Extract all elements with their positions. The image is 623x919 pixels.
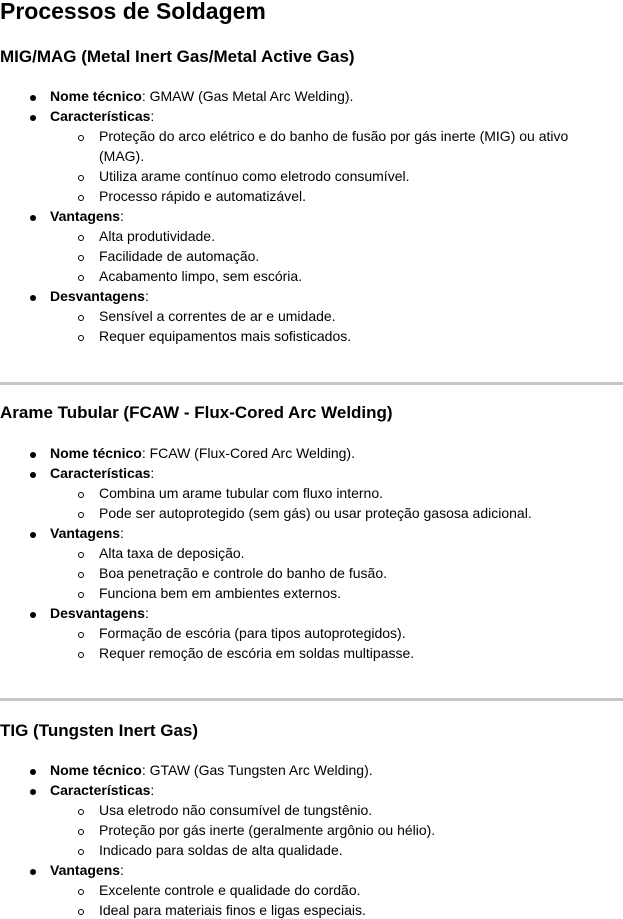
bullet-icon [30,789,36,795]
section-heading-tig: TIG (Tungsten Inert Gas) [0,721,199,740]
circle-bullet-icon [78,572,84,578]
circle-bullet-icon [78,315,84,321]
item-label: Vantagens [50,525,121,541]
section-heading-fcaw: Arame Tubular (FCAW - Flux-Cored Arc Welding) [0,403,393,422]
circle-bullet-icon [78,552,84,558]
bullet-icon [30,295,36,301]
list-item: Vantagens: [50,862,124,878]
circle-bullet-icon [78,632,84,638]
item-label: Desvantagens [50,288,145,304]
bullet-icon [30,769,36,775]
circle-bullet-icon [78,255,84,261]
list-item: Características: [50,465,155,481]
list-item: Usa eletrodo não consumível de tungstênio. [99,802,373,818]
page-title: Processos de Soldagem [0,0,266,24]
circle-bullet-icon [78,235,84,241]
list-item [50,445,355,462]
circle-bullet-icon [78,512,84,518]
item-label: Características [50,465,151,481]
bullet-icon [30,472,36,478]
list-item: Combina um arame tubular com fluxo interno. [99,485,384,501]
list-item: Características: [50,782,155,798]
list-item: Requer remoção de escória em soldas multipasse. [99,645,415,661]
circle-bullet-icon [78,135,84,141]
list-item: Utiliza arame contínuo como eletrodo consumível. [99,168,410,184]
circle-bullet-icon [78,849,84,855]
item-label: Nome técnico [50,445,142,461]
list-item: Funciona bem em ambientes externos. [99,585,342,601]
list-item-continuation: (MAG). [99,148,145,164]
circle-bullet-icon [78,195,84,201]
list-item: Proteção por gás inerte (geralmente argônio ou hélio). [99,822,436,838]
item-label: Características [50,782,151,798]
circle-bullet-icon [78,175,84,181]
list-item: Facilidade de automação. [99,248,260,264]
list-item: Requer equipamentos mais sofisticados. [99,328,352,344]
circle-bullet-icon [78,592,84,598]
section-divider [0,698,623,701]
item-label: Vantagens [50,862,121,878]
item-value: : FCAW (Flux-Cored Arc Welding). [141,445,355,461]
bullet-icon [30,95,36,101]
bullet-icon [30,115,36,121]
item-label: Nome técnico [50,762,142,778]
bullet-icon [30,215,36,221]
circle-bullet-icon [78,275,84,281]
list-item: Vantagens: [50,208,124,224]
list-item: Desvantagens: [50,288,149,304]
item-label: Desvantagens [50,605,145,621]
item-value: : GMAW (Gas Metal Arc Welding). [141,88,354,104]
list-item: Características: [50,108,155,124]
list-item [50,88,353,105]
list-item: Vantagens: [50,525,124,541]
list-item: Indicado para soldas de alta qualidade. [99,842,343,858]
circle-bullet-icon [78,829,84,835]
list-item [50,762,373,779]
list-item: Acabamento limpo, sem escória. [99,268,303,284]
item-label: Características [50,108,151,124]
list-item: Sensível a correntes de ar e umidade. [99,308,336,324]
list-item: Proteção do arco elétrico e do banho de fusão por gás inerte (MIG) ou ativo [99,128,569,144]
circle-bullet-icon [78,652,84,658]
bullet-icon [30,532,36,538]
circle-bullet-icon [78,492,84,498]
section-heading-mig-mag: MIG/MAG (Metal Inert Gas/Metal Active Gas) [0,47,355,66]
list-item: Pode ser autoprotegido (sem gás) ou usar proteção gasosa adicional. [99,505,532,521]
list-item: Processo rápido e automatizável. [99,188,306,204]
bullet-icon [30,452,36,458]
item-label: Vantagens [50,208,121,224]
item-value: : GTAW (Gas Tungsten Arc Welding). [141,762,373,778]
bullet-icon [30,869,36,875]
circle-bullet-icon [78,809,84,815]
list-item: Desvantagens: [50,605,149,621]
bullet-icon [30,612,36,618]
list-item: Alta produtividade. [99,228,215,244]
circle-bullet-icon [78,335,84,341]
list-item: Ideal para materiais finos e ligas especiais. [99,902,366,918]
circle-bullet-icon [78,889,84,895]
list-item: Alta taxa de deposição. [99,545,245,561]
section-divider [0,382,623,385]
circle-bullet-icon [78,909,84,915]
list-item: Boa penetração e controle do banho de fusão. [99,565,387,581]
list-item: Formação de escória (para tipos autoprotegidos). [99,625,406,641]
item-label: Nome técnico [50,88,142,104]
list-item: Excelente controle e qualidade do cordão. [99,882,361,898]
